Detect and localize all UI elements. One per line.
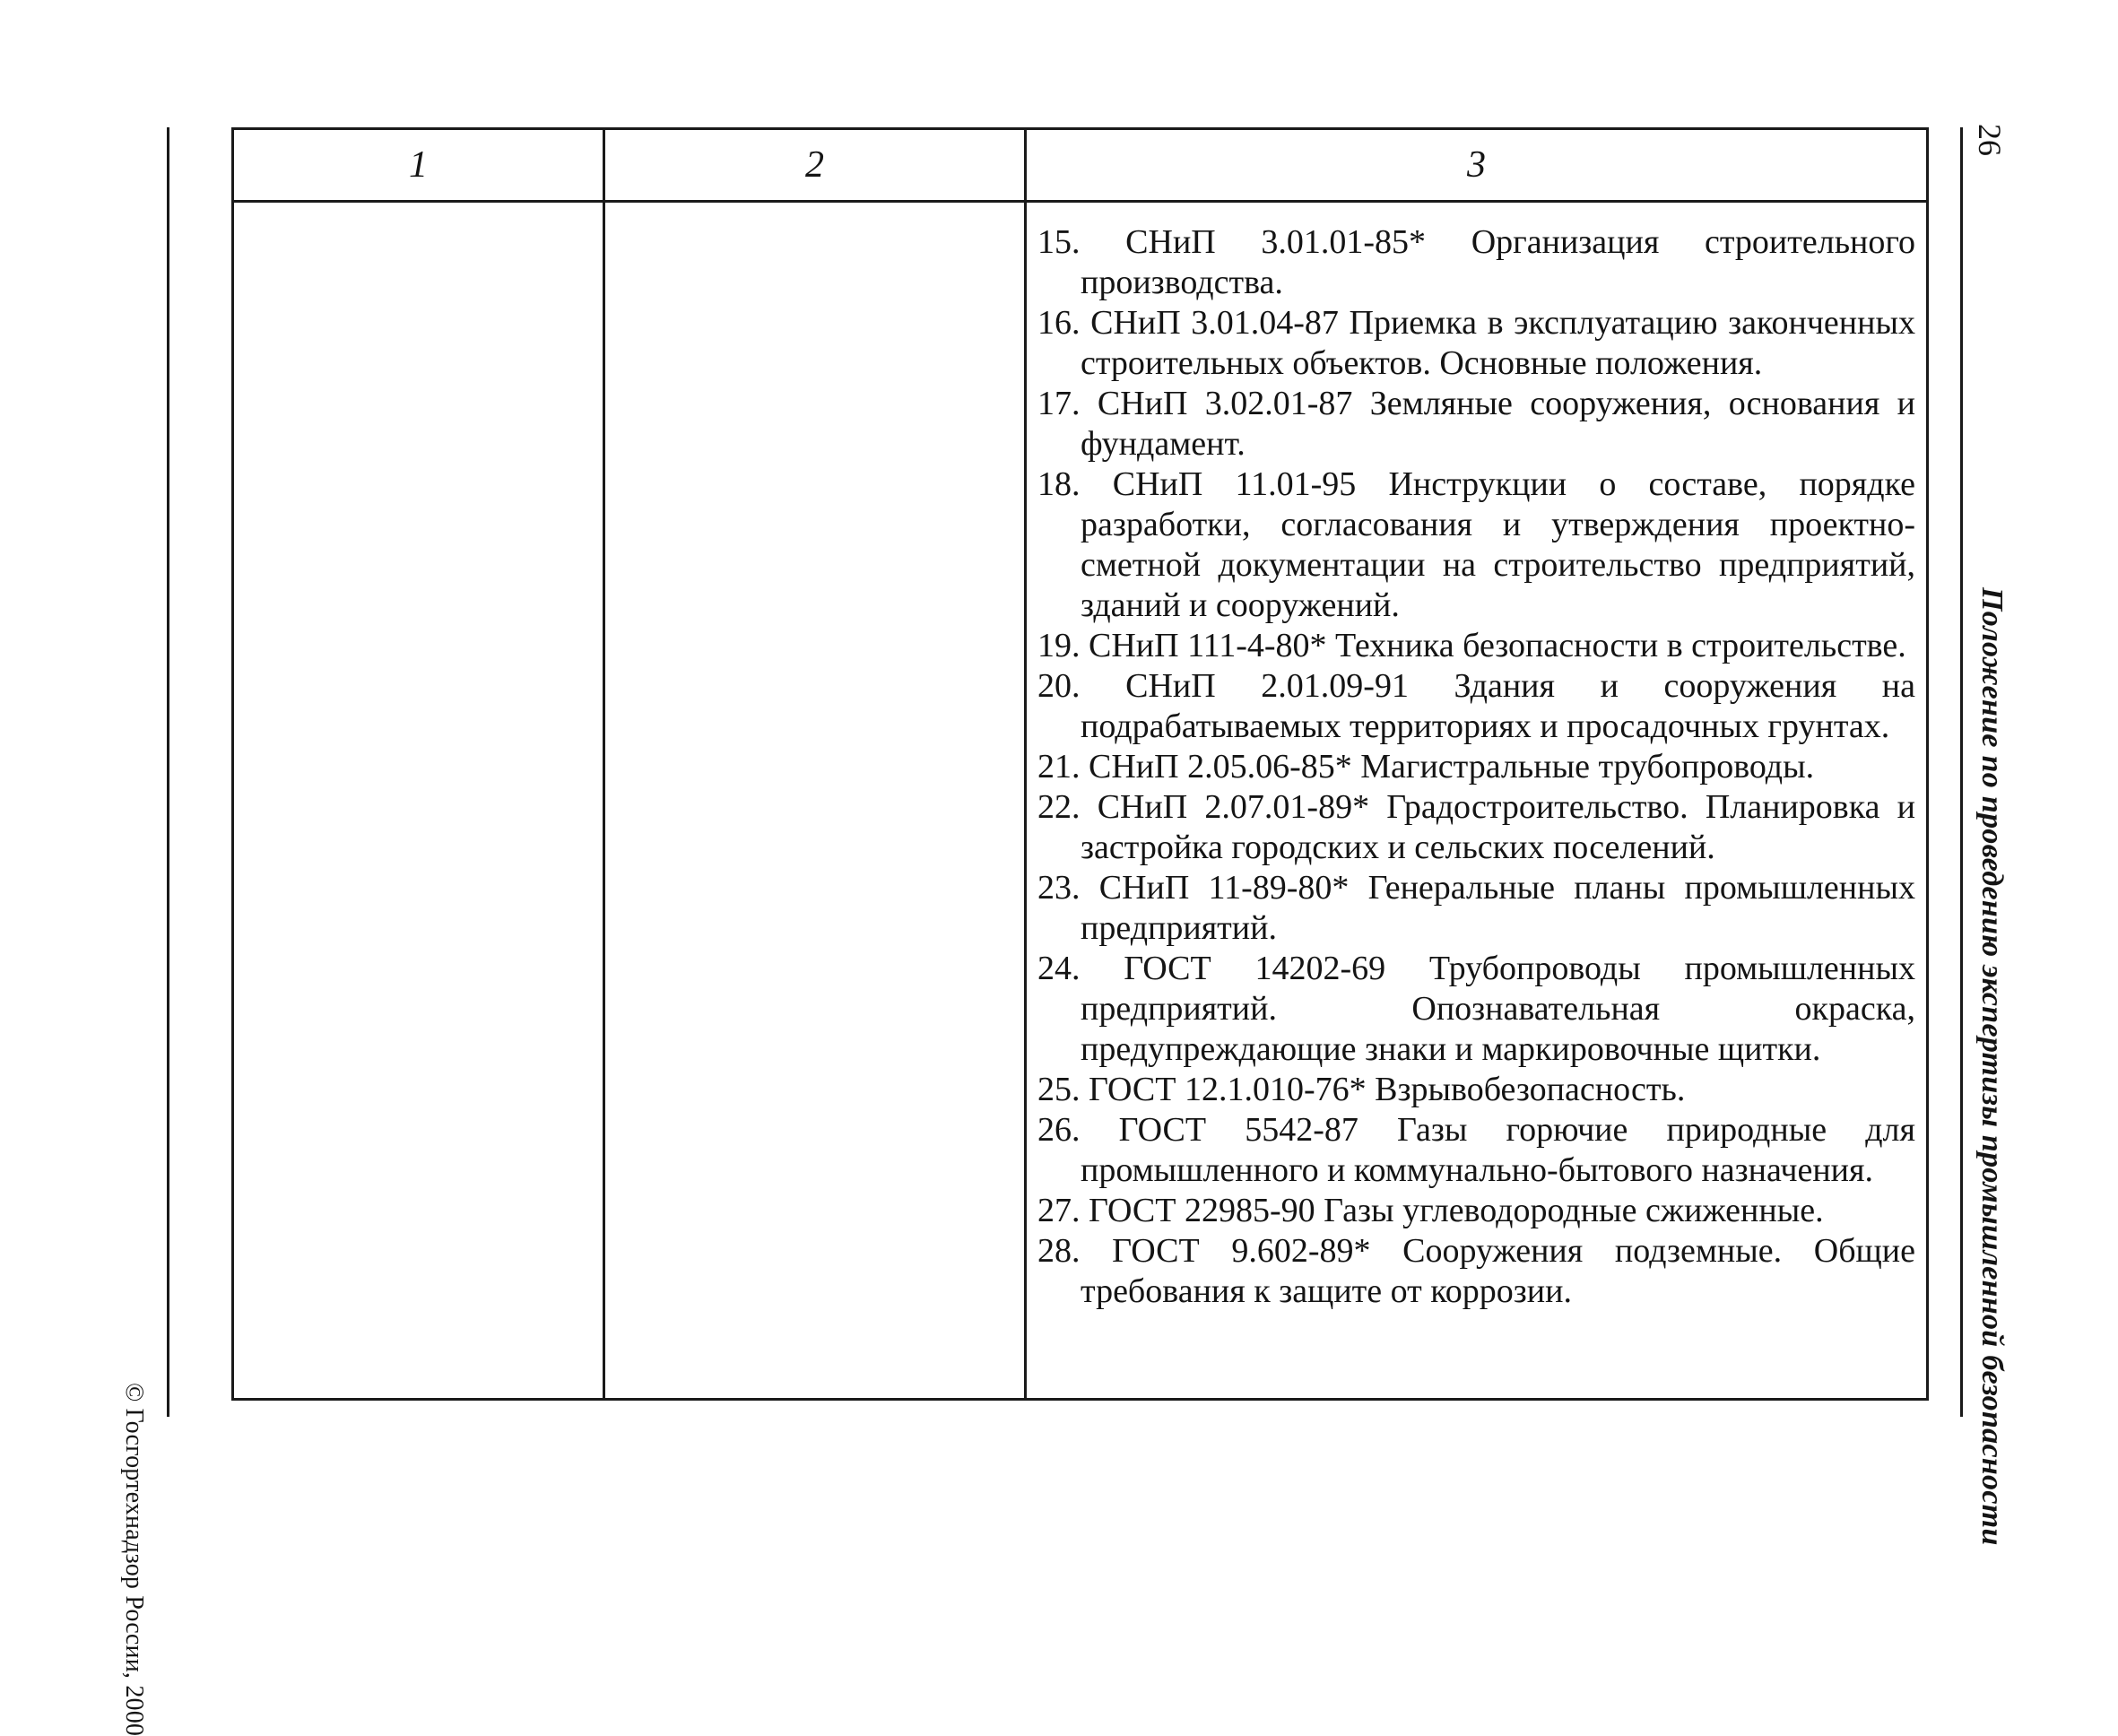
list-item (1037, 1191, 1915, 1231)
list-item-text: ГОСТ 5542-87 Газы горючие природные для промышленного и коммунально-бытового назначения. (1081, 1111, 1916, 1189)
list-item-number: 27. (1037, 1192, 1081, 1229)
list-item-number: 16. (1037, 304, 1081, 342)
list-item-number: 24. (1037, 950, 1081, 987)
list-item-number: 21. (1037, 748, 1081, 786)
list-item-number: 22. (1037, 788, 1081, 826)
list-item-text: ГОСТ 9.602-89* Сооружения подземные. Общие требования к защите от коррозии. (1081, 1232, 1915, 1310)
page-number: 26 (1972, 124, 2008, 156)
list-item (1037, 1231, 1915, 1312)
column-header-3: 3 (1026, 129, 1928, 202)
list-item-number: 18. (1037, 465, 1081, 503)
list-item-text: СНиП 2.07.01-89* Градостроительство. Планировка и застройка городских и сельских поселений. (1081, 788, 1915, 866)
list-item-text: СНиП 11.01-95 Инструкции о составе, порядке разработки, согласования и утверждения проектно-сметной документации на строительство предприятий, зданий и сооружений. (1081, 465, 1915, 624)
list-item (1037, 303, 1915, 384)
list-item (1037, 949, 1915, 1070)
list-item-text: ГОСТ 12.1.010-76* Взрывобезопасность. (1089, 1071, 1686, 1108)
running-title: Положение по проведению экспертизы промышленной безопасности (1975, 587, 2009, 1546)
list-item-text: ГОСТ 14202-69 Трубопроводы промышленных предприятий. Опознавательная окраска, предупреждающие знаки и маркировочные щитки. (1081, 950, 1915, 1068)
list-item-number: 26. (1037, 1111, 1081, 1149)
table-cell-col3 (1026, 202, 1928, 1400)
table-cell-col2 (604, 202, 1026, 1400)
list-item-text: ГОСТ 22985-90 Газы углеводородные сжиженные. (1089, 1192, 1824, 1229)
list-item-number: 19. (1037, 627, 1081, 664)
list-item (1037, 868, 1915, 949)
column-header-1: 1 (233, 129, 604, 202)
list-item-text: СНиП 3.02.01-87 Земляные сооружения, основания и фундамент. (1081, 385, 1915, 463)
list-item-number: 15. (1037, 223, 1081, 261)
list-item (1037, 1110, 1915, 1191)
list-item-text: СНиП 3.01.01-85* Организация строительного производства. (1081, 223, 1916, 301)
list-item (1037, 384, 1915, 464)
list-item-text: СНиП 111-4-80* Техника безопасности в строительстве. (1089, 627, 1906, 664)
right-margin-rule (1960, 127, 1963, 1417)
references-table (231, 127, 1929, 1401)
list-item-text: СНиП 2.05.06-85* Магистральные трубопроводы. (1089, 748, 1815, 786)
list-item (1037, 222, 1915, 303)
list-item (1037, 666, 1915, 747)
table-cell-col1 (233, 202, 604, 1400)
list-item (1037, 747, 1915, 787)
list-item (1037, 1070, 1915, 1110)
list-item-text: СНиП 2.01.09-91 Здания и сооружения на подрабатываемых территориях и просадочных грунтах. (1081, 667, 1915, 745)
list-item (1037, 464, 1915, 626)
list-item-number: 17. (1037, 385, 1081, 422)
table-row (233, 202, 1928, 1400)
reference-list (1027, 203, 1926, 1312)
left-margin-rule (167, 127, 169, 1417)
list-item-text: СНиП 11-89-80* Генеральные планы промышленных предприятий. (1081, 869, 1915, 947)
list-item-number: 25. (1037, 1071, 1081, 1108)
list-item-text: СНиП 3.01.04-87 Приемка в эксплуатацию законченных строительных объектов. Основные положения. (1081, 304, 1916, 382)
copyright-note: © Госгортехнадзор России, 2000 (120, 1383, 148, 1736)
list-item-number: 23. (1037, 869, 1081, 907)
list-item (1037, 787, 1915, 868)
table-header-row (233, 129, 1928, 202)
list-item-number: 28. (1037, 1232, 1081, 1270)
list-item-number: 20. (1037, 667, 1081, 705)
column-header-2: 2 (604, 129, 1026, 202)
list-item (1037, 626, 1915, 666)
